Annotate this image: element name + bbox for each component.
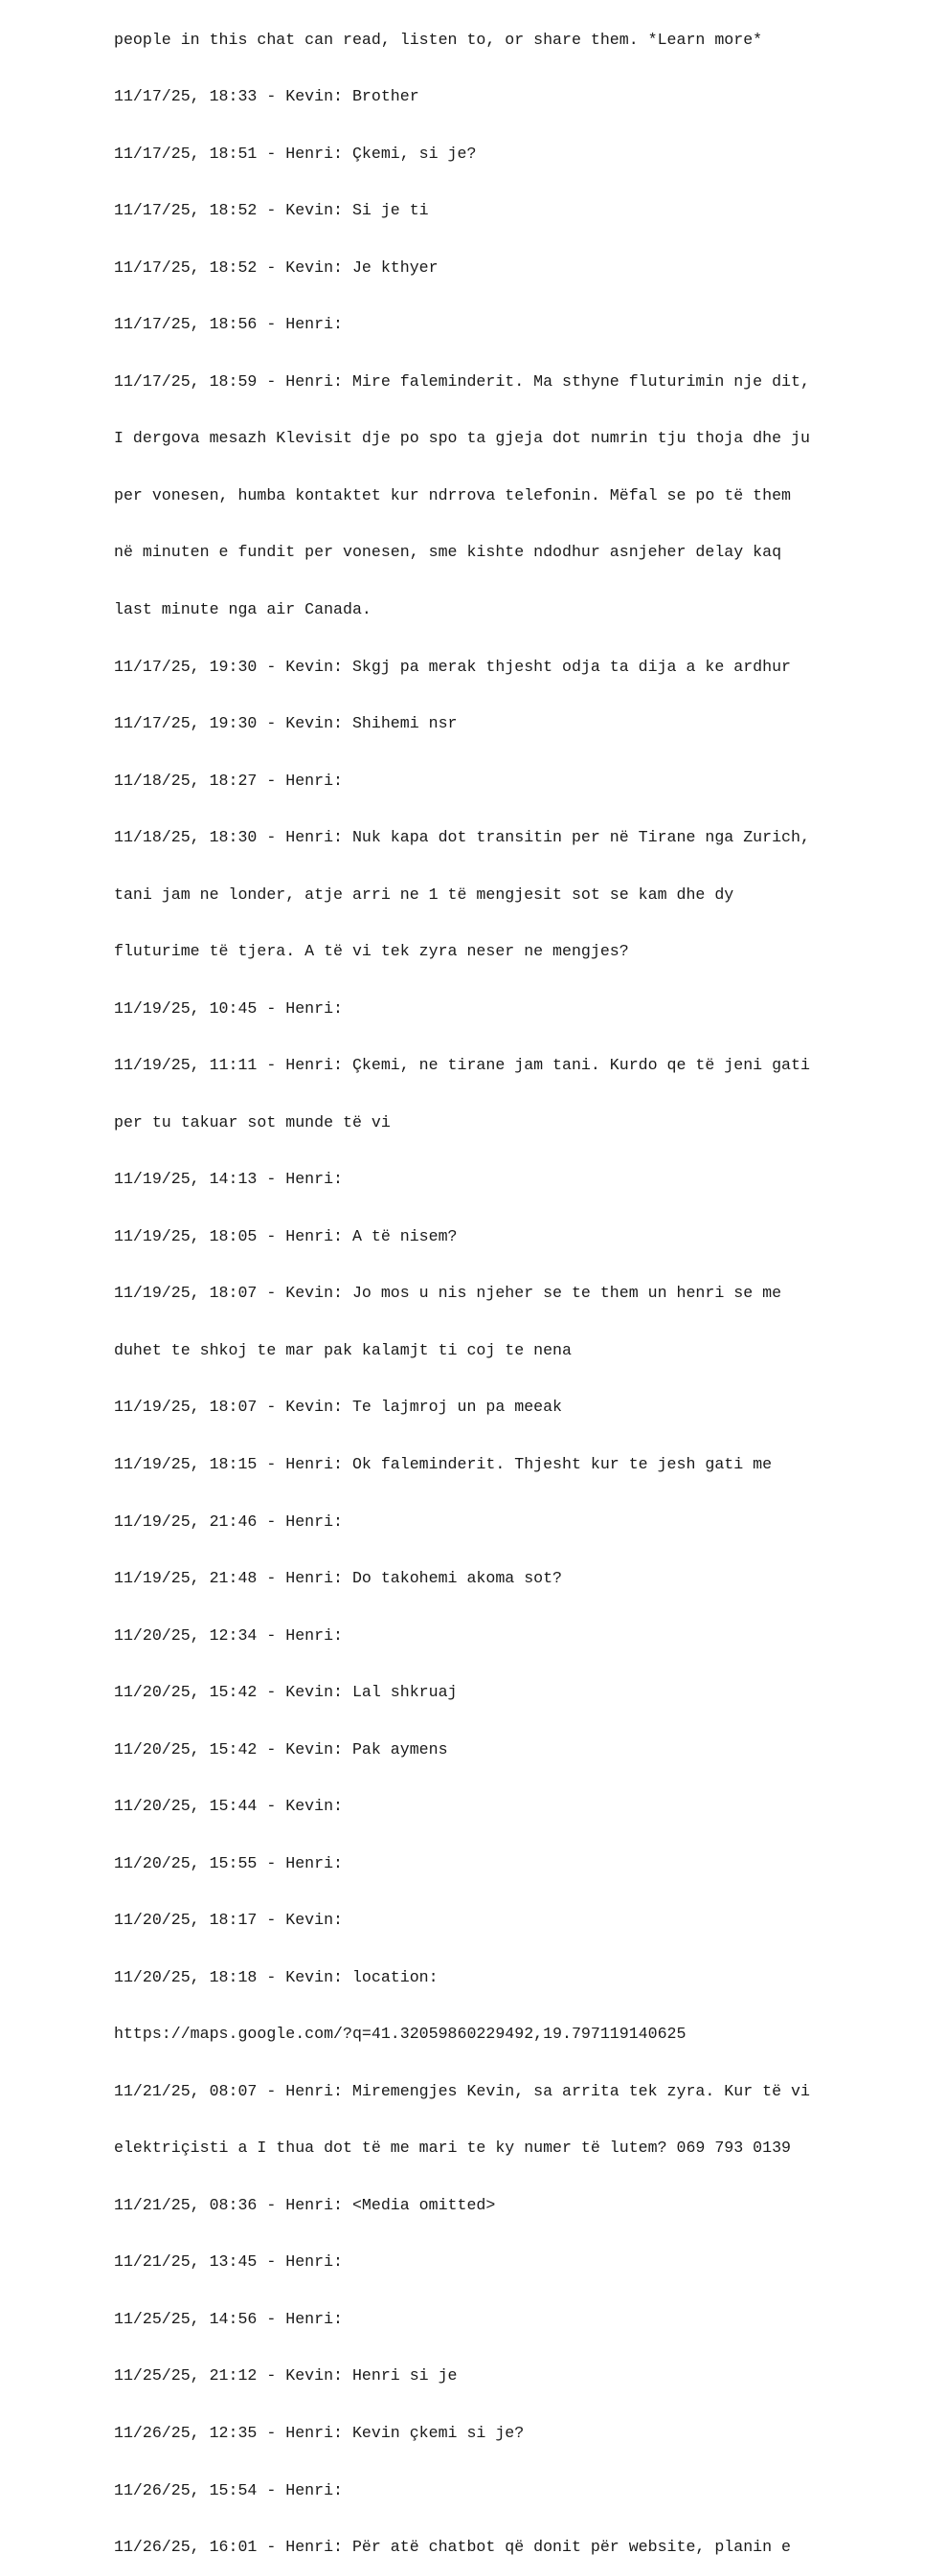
transcript-line: 11/17/25, 18:52 - Kevin: Je kthyer — [114, 258, 439, 277]
transcript-line: people in this chat can read, listen to, or share them. *Learn more* — [114, 30, 763, 49]
chat-transcript — [114, 0, 861, 2576]
transcript-line: 11/25/25, 21:12 - Kevin: Henri si je — [114, 2366, 458, 2386]
transcript-line: 11/19/25, 21:46 - Henri: — [114, 1512, 343, 1531]
transcript-line: last minute nga air Canada. — [114, 600, 372, 618]
transcript-line: 11/21/25, 13:45 - Henri: — [114, 2252, 343, 2272]
transcript-line: 11/18/25, 18:30 - Henri: Nuk kapa dot transitin per në Tirane nga Zurich, — [114, 828, 810, 847]
transcript-line: 11/20/25, 18:18 - Kevin: location: — [114, 1967, 439, 1986]
transcript-line: 11/20/25, 15:55 - Henri: — [114, 1853, 343, 1872]
transcript-line: 11/19/25, 18:15 - Henri: Ok faleminderit. Thjesht kur te jesh gati me — [114, 1454, 773, 1473]
transcript-line: 11/17/25, 18:51 - Henri: Çkemi, si je? — [114, 144, 477, 163]
transcript-line: 11/17/25, 18:59 - Henri: Mire faleminderit. Ma sthyne fluturimin nje dit, — [114, 371, 810, 391]
transcript-line: duhet te shkoj te mar pak kalamjt ti coj te nena — [114, 1340, 572, 1359]
transcript-line: 11/26/25, 12:35 - Henri: Kevin çkemi si je? — [114, 2424, 525, 2442]
transcript-line: 11/21/25, 08:07 - Henri: Miremengjes Kevin, sa arrita tek zyra. Kur të vi — [114, 2081, 810, 2100]
transcript-line: 11/20/25, 12:34 - Henri: — [114, 1625, 343, 1645]
transcript-line: 11/26/25, 16:01 - Henri: Për atë chatbot që donit për website, planin e — [114, 2538, 792, 2557]
transcript-line: 11/19/25, 14:13 - Henri: — [114, 1170, 343, 1189]
transcript-line: 11/19/25, 18:07 - Kevin: Te lajmroj un pa meeak — [114, 1398, 563, 1417]
transcript-line: per tu takuar sot munde të vi — [114, 1112, 391, 1131]
transcript-line: 11/19/25, 18:05 - Henri: A të nisem? — [114, 1226, 458, 1245]
transcript-line: 11/17/25, 19:30 - Kevin: Skgj pa merak thjesht odja ta dija a ke ardhur — [114, 657, 792, 676]
transcript-line: I dergova mesazh Klevisit dje po spo ta gjeja dot numrin tju thoja dhe ju — [114, 429, 810, 448]
transcript-line: në minuten e fundit per vonesen, sme kishte ndodhur asnjeher delay kaq — [114, 543, 782, 562]
transcript-line: 11/20/25, 15:42 - Kevin: Pak aymens — [114, 1739, 448, 1758]
transcript-line: 11/25/25, 14:56 - Henri: — [114, 2309, 343, 2328]
transcript-line: 11/20/25, 18:17 - Kevin: — [114, 1911, 343, 1930]
transcript-line: fluturime të tjera. A të vi tek zyra neser ne mengjes? — [114, 942, 629, 961]
transcript-line: 11/21/25, 08:36 - Henri: <Media omitted> — [114, 2195, 496, 2214]
transcript-line: tani jam ne londer, atje arri ne 1 të mengjesit sot se kam dhe dy — [114, 885, 734, 904]
transcript-line: 11/20/25, 15:44 - Kevin: — [114, 1797, 343, 1816]
transcript-line: elektriçisti a I thua dot të me mari te ky numer të lutem? 069 793 0139 — [114, 2139, 792, 2158]
transcript-line: 11/17/25, 18:52 - Kevin: Si je ti — [114, 201, 429, 220]
transcript-line: 11/19/25, 21:48 - Henri: Do takohemi akoma sot? — [114, 1569, 563, 1588]
transcript-line: 11/19/25, 18:07 - Kevin: Jo mos u nis njeher se te them un henri se me — [114, 1284, 782, 1303]
map-link[interactable]: https://maps.google.com/?q=41.32059860229492,19.797119140625 — [114, 2025, 687, 2044]
transcript-line: 11/17/25, 18:56 - Henri: — [114, 315, 343, 334]
transcript-line: per vonesen, humba kontaktet kur ndrrova telefonin. Mëfal se po të them — [114, 485, 792, 504]
transcript-line: 11/18/25, 18:27 - Henri: — [114, 771, 343, 790]
transcript-line: 11/17/25, 18:33 - Kevin: Brother — [114, 87, 419, 106]
transcript-line: 11/26/25, 15:54 - Henri: — [114, 2480, 343, 2499]
transcript-line: 11/17/25, 19:30 - Kevin: Shihemi nsr — [114, 714, 458, 733]
transcript-line: 11/19/25, 11:11 - Henri: Çkemi, ne tirane jam tani. Kurdo qe të jeni gati — [114, 1056, 810, 1075]
transcript-line: 11/19/25, 10:45 - Henri: — [114, 998, 343, 1018]
transcript-line: 11/20/25, 15:42 - Kevin: Lal shkruaj — [114, 1683, 458, 1702]
